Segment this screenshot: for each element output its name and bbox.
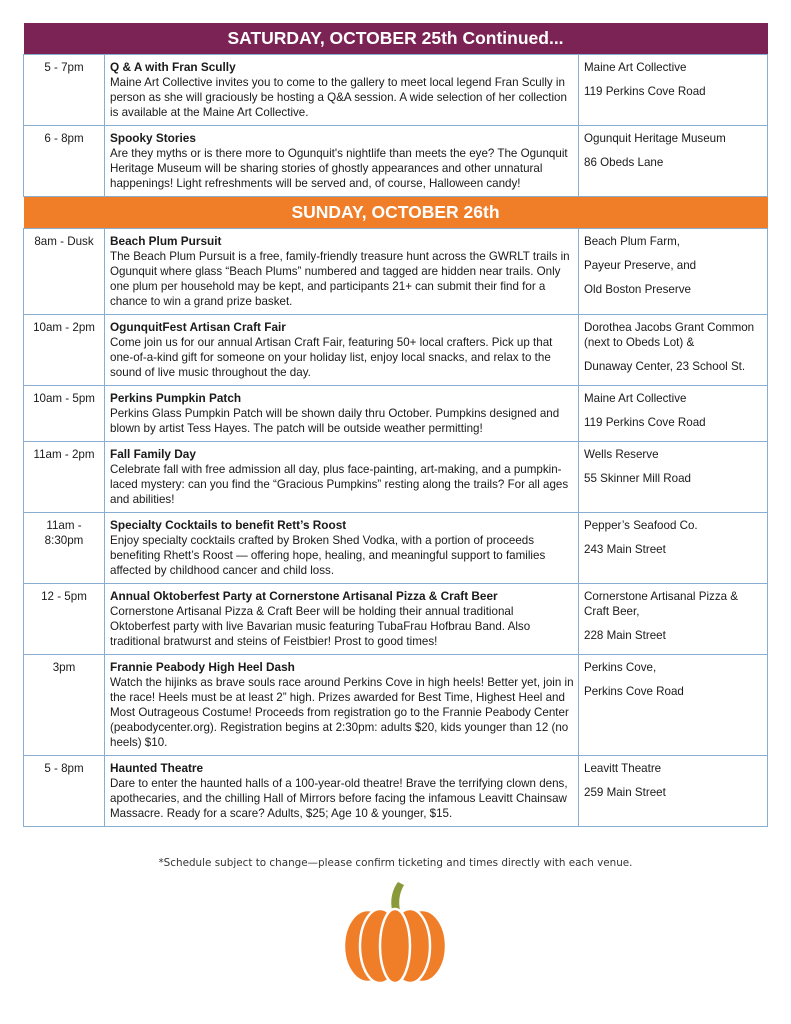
event-description: Enjoy specialty cocktails crafted by Broken Shed Vodka, with a portion of proceeds benefiting Rhett’s Roost — offering hope, healing, and meaningful support to families affected by childhood cancer and child loss. [110, 534, 546, 577]
event-row [24, 386, 768, 442]
venue-line: 55 Skinner Mill Road [584, 472, 691, 485]
venue-line: Beach Plum Farm, [584, 235, 680, 248]
pumpkin-graphic [340, 880, 450, 985]
event-time [24, 442, 105, 513]
day-header-row [24, 23, 768, 55]
venue-line: Wells Reserve [584, 448, 659, 461]
venue-line: 86 Obeds Lane [584, 156, 664, 169]
event-time [24, 126, 105, 197]
venue-line: Ogunquit Heritage Museum [584, 132, 726, 145]
event-title: Beach Plum Pursuit [110, 234, 222, 248]
event-row [24, 126, 768, 197]
event-details [105, 229, 579, 315]
event-description: Cornerstone Artisanal Pizza & Craft Beer will be holding their annual traditional Oktoberfest party with live Bavarian music featuring TubaFrau Hofbrau Band. Also traditional bratwurst and steins of Feistbier! Prost to good times! [110, 605, 531, 648]
event-row [24, 442, 768, 513]
event-title: Fall Family Day [110, 447, 196, 461]
event-details [105, 55, 579, 126]
event-details [105, 655, 579, 756]
event-details [105, 442, 579, 513]
event-row [24, 655, 768, 756]
event-time-line: 6 - 8pm [44, 132, 84, 145]
event-time-line: 10am - 2pm [33, 321, 95, 334]
event-title: OgunquitFest Artisan Craft Fair [110, 320, 286, 334]
event-time-line: 8am - Dusk [34, 235, 94, 248]
event-description: Celebrate fall with free admission all day, plus face-painting, art-making, and a pumpkin-laced mystery: can you find the “Gracious Pumpkins” resting along the trails? For all ages and abilities! [110, 463, 569, 506]
event-venue [579, 655, 768, 756]
event-description: Come join us for our annual Artisan Craft Fair, featuring 50+ local crafters. Pick up that one-of-a-kind gift for someone on your holiday list, enjoy local snacks, and relax to the sound of live music throughout the day. [110, 336, 553, 379]
event-time-line: 12 - 5pm [41, 590, 87, 603]
event-description: Maine Art Collective invites you to come to the gallery to meet local legend Fran Scully in person as she will graciously be hosting a Q&A session. A wide selection of her collection is available at the Maine Art Collective. [110, 76, 567, 119]
event-row [24, 229, 768, 315]
events-table [23, 23, 768, 827]
venue-line: Old Boston Preserve [584, 283, 691, 296]
event-time [24, 756, 105, 827]
event-time-line: 11am - [46, 519, 82, 532]
pumpkin-body [344, 909, 446, 983]
event-description: Perkins Glass Pumpkin Patch will be shown daily thru October. Pumpkins designed and blown by artist Tess Hayes. The patch will be outside weather permitting! [110, 407, 560, 435]
event-details [105, 126, 579, 197]
event-time-line: 3pm [52, 661, 76, 674]
day-header: SATURDAY, OCTOBER 25th Continued... [24, 23, 768, 55]
venue-line: Cornerstone Artisanal Pizza & Craft Beer, [584, 590, 739, 618]
event-time-line: 11am - 2pm [33, 448, 95, 461]
event-time-line: 10am - 5pm [33, 392, 95, 405]
event-venue [579, 229, 768, 315]
venue-line: Maine Art Collective [584, 61, 687, 74]
event-title: Annual Oktoberfest Party at Cornerstone Artisanal Pizza & Craft Beer [110, 589, 498, 603]
venue-line: Perkins Cove Road [584, 685, 684, 698]
event-venue [579, 584, 768, 655]
event-description: Dare to enter the haunted halls of a 100-year-old theatre! Brave the terrifying clown dens, apothecaries, and the chilling Hall of Mirrors before facing the infamous Leavitt Chainsaw Massacre. Ready for a scare? Adults, $25; Age 10 & younger, $15. [110, 777, 568, 820]
venue-line: 259 Main Street [584, 786, 666, 799]
venue-line: 119 Perkins Cove Road [584, 85, 706, 98]
events-table-body [24, 23, 768, 827]
event-time [24, 229, 105, 315]
event-description: Are they myths or is there more to Ogunquit's nightlife than meets the eye? The Ogunquit Heritage Museum will be sharing stories of ghostly appearances and other unnatural happenings! Light refreshments will be served and, of course, Halloween candy! [110, 147, 568, 190]
event-details [105, 315, 579, 386]
event-details [105, 756, 579, 827]
event-time [24, 655, 105, 756]
pumpkin-stem [391, 882, 404, 910]
event-row [24, 513, 768, 584]
event-venue [579, 126, 768, 197]
event-venue [579, 55, 768, 126]
event-title: Q & A with Fran Scully [110, 60, 236, 74]
event-title: Specialty Cocktails to benefit Rett’s Roost [110, 518, 347, 532]
event-details [105, 584, 579, 655]
event-venue [579, 442, 768, 513]
venue-line: Maine Art Collective [584, 392, 687, 405]
event-time [24, 386, 105, 442]
venue-line: Payeur Preserve, and [584, 259, 697, 272]
event-title: Frannie Peabody High Heel Dash [110, 660, 295, 674]
venue-line: Pepper’s Seafood Co. [584, 519, 698, 532]
venue-line: 228 Main Street [584, 629, 666, 642]
event-row [24, 315, 768, 386]
venue-line: Perkins Cove, [584, 661, 657, 674]
event-row [24, 584, 768, 655]
venue-line: 243 Main Street [584, 543, 666, 556]
day-header-row [24, 197, 768, 229]
event-venue [579, 315, 768, 386]
venue-line: Dunaway Center, 23 School St. [584, 360, 746, 373]
event-time [24, 513, 105, 584]
event-row [24, 756, 768, 827]
event-time-line: 5 - 8pm [44, 762, 84, 775]
event-time [24, 584, 105, 655]
event-time-line: 5 - 7pm [44, 61, 84, 74]
event-title: Perkins Pumpkin Patch [110, 391, 242, 405]
event-time [24, 55, 105, 126]
venue-line: 119 Perkins Cove Road [584, 416, 706, 429]
schedule-sheet [23, 23, 767, 827]
event-venue [579, 756, 768, 827]
event-description: Watch the hijinks as brave souls race around Perkins Cove in high heels! Better yet, join in the race! Heels must be at least 2” high. Prizes awarded for Best Time, Highest Heel and Most Outrageous Costume! Proceeds from registration go to the Frannie Peabody Center (peabodycenter.org). Registration begins at 2:30pm: adults $20, kids younger than 12 (no heels) $10. [110, 676, 574, 749]
schedule-footnote: *Schedule subject to change—please confirm ticketing and times directly with each venue. [158, 857, 633, 869]
pumpkin-icon [340, 880, 450, 985]
event-description: The Beach Plum Pursuit is a free, family-friendly treasure hunt across the GWRLT trails in Ogunquit where glass “Beach Plums” numbered and tagged are hidden near trails. Only one plum per household may be kept, and participants 21+ can submit their find for a chance to win a grand prize basket. [110, 250, 570, 308]
event-time [24, 315, 105, 386]
day-header: SUNDAY, OCTOBER 26th [24, 197, 768, 229]
venue-line: Leavitt Theatre [584, 762, 662, 775]
event-venue [579, 386, 768, 442]
event-title: Spooky Stories [110, 131, 196, 145]
venue-line: Dorothea Jacobs Grant Common (next to Obeds Lot) & [584, 321, 755, 349]
event-time-line: 8:30pm [44, 534, 84, 547]
event-details [105, 513, 579, 584]
event-details [105, 386, 579, 442]
event-title: Haunted Theatre [110, 761, 204, 775]
event-venue [579, 513, 768, 584]
event-row [24, 55, 768, 126]
